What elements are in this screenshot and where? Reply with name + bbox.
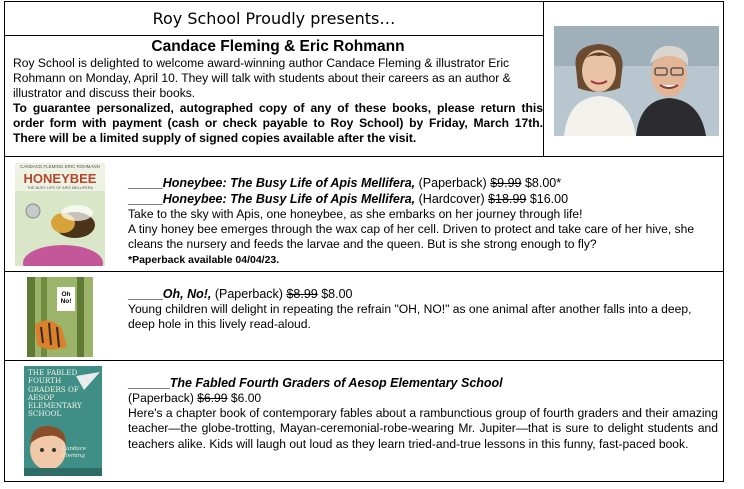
- photo-divider: [543, 2, 544, 156]
- honeybee-cover-title: HONEYBEE: [23, 171, 97, 186]
- honeybee-hardcover-line: [128, 191, 718, 207]
- paperback-note: *Paperback available 04/04/23.: [128, 253, 280, 266]
- fabled-format-line: [128, 391, 718, 406]
- book-description: Here's a chapter book of contemporary fables about a rambunctious group of fourth graders and their amazing teacher—the globe-trotting, Mayan-ceremonial-robe-wearing Mr. Jupiter—that is sure to delight students and teachers alike. Kids will laugh out loud as they learn tried-and-true lessons in this funny, fast-paced book.: [128, 406, 718, 451]
- book-format: (Hardcover): [418, 192, 485, 206]
- oh-no-cover-title: Oh No!: [60, 291, 72, 305]
- order-blank[interactable]: _____: [128, 287, 163, 301]
- book-title: Oh, No!,: [162, 287, 212, 301]
- fabled-cover: [24, 366, 102, 476]
- old-price: $9.99: [490, 176, 522, 190]
- author-heading: Candace Fleming & Eric Rohmann: [151, 38, 405, 55]
- fabled-cover-title: THE FABLED FOURTH GRADERS OF AESOP ELEMENTARY SCHOOL: [28, 368, 82, 419]
- book-oh-no: [5, 272, 723, 360]
- book-format: (Paperback): [418, 176, 487, 190]
- fabled-cover-author: Candace Fleming: [62, 446, 87, 459]
- book-description: A tiny honey bee emerges through the wax cap of her cell. Driven to protect and take care of her hive, she cleans the nursery and feeds the larvae and the queen. But is she strong enough to fly?: [128, 222, 695, 252]
- page-title: Roy School Proudly presents…: [152, 9, 396, 28]
- order-blank[interactable]: _____: [128, 192, 163, 206]
- book-title: Honeybee: The Busy Life of Apis Mellifera,: [162, 176, 416, 190]
- book-fabled-fourth-graders: [5, 361, 723, 482]
- old-price: $8.99: [286, 287, 318, 301]
- oh-no-paperback-line: [128, 286, 718, 302]
- order-notice: To guarantee personalized, autographed copy of any of these books, please return this order form with payment (cash or check payable to Roy School) by Friday, March 17th. There will be a limited supply of signed copies available after the visit.: [13, 101, 543, 145]
- order-form: [4, 1, 724, 482]
- order-blank[interactable]: ______: [128, 376, 170, 390]
- header-divider: [5, 35, 543, 36]
- oh-no-cover: [27, 277, 93, 357]
- old-price: $6.99: [197, 391, 228, 405]
- book-description: Young children will delight in repeating the refrain "OH, NO!" as one animal after another falls into a deep, deep hole in this lively read-aloud.: [128, 302, 692, 332]
- fabled-title-line: [128, 375, 718, 391]
- book-title: The Fabled Fourth Graders of Aesop Elementary School: [169, 376, 503, 390]
- honeybee-details: [128, 175, 718, 268]
- intro-section: [13, 37, 543, 146]
- book-description: Take to the sky with Apis, one honeybee, as she embarks on her journey through life!: [128, 207, 583, 221]
- new-price: $8.00*: [524, 176, 562, 190]
- book-format: (Paperback): [214, 287, 283, 301]
- book-title: Honeybee: The Busy Life of Apis Mellifera,: [162, 192, 416, 206]
- book-honeybee: [5, 157, 723, 271]
- honeybee-paperback-line: [128, 175, 718, 191]
- new-price: $16.00: [529, 192, 569, 206]
- new-price: $8.00: [321, 287, 353, 301]
- intro-paragraph: Roy School is delighted to welcome award-winning author Candace Fleming & illustrator Eric Rohmann on Monday, April 10. They will talk with students about their careers as an author & illustrator and discuss their books.: [13, 56, 511, 100]
- new-price: $6.00: [230, 391, 262, 405]
- old-price: $18.99: [488, 192, 527, 206]
- book-format: (Paperback): [128, 391, 194, 405]
- oh-no-details: [128, 286, 718, 332]
- author-photo: [554, 26, 719, 136]
- honeybee-cover-authors: CANDACE FLEMING ERIC ROHMANN: [20, 164, 100, 169]
- honeybee-cover: [15, 163, 105, 266]
- order-blank[interactable]: _____: [128, 176, 163, 190]
- fabled-details: [128, 375, 718, 452]
- honeybee-cover-subtitle: THE BUSY LIFE OF APIS MELLIFERA: [27, 186, 93, 190]
